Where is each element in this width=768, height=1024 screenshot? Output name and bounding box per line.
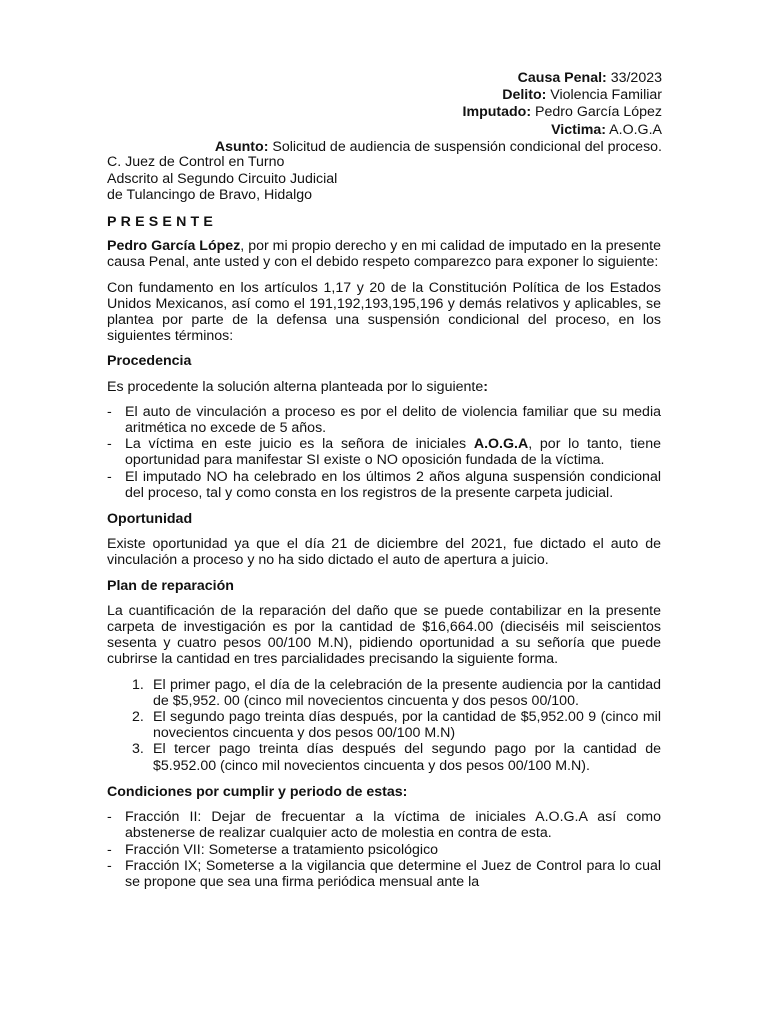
number-marker: 1. [132, 676, 144, 693]
causa-penal-row [215, 70, 662, 87]
causa-penal-value: 33/2023 [606, 70, 662, 86]
dash-bullet: - [107, 809, 112, 826]
victima-row [215, 122, 662, 139]
list-item [107, 469, 661, 501]
list-item [107, 809, 661, 841]
asunto-label: Asunto: [214, 138, 269, 155]
condiciones-heading: Condiciones por cumplir y periodo de estas: [107, 783, 408, 800]
plan-payments-list [107, 677, 661, 774]
procedencia-item-3: El imputado NO ha celebrado en los últimos 2 años alguna suspensión condicional del proceso, tal y como consta en los registros de la presente carpeta judicial. [125, 468, 661, 501]
condiciones-item-1: Fracción II: Dejar de frecuentar a la víctima de iniciales A.O.G.A así como abstenerse de realizar cualquier acto de molestia en contra de esta. [125, 809, 661, 842]
list-item [107, 436, 661, 468]
plan-item-3: El tercer pago treinta días después del segundo pago por la cantidad de $5.952.00 (cinco mil novecientos cincuenta y dos pesos 00/100 M.N). [153, 741, 661, 774]
plan-item-2: El segundo pago treinta días después, por la cantidad de $5,952.00 9 (cinco mil novecientos cincuenta y dos pesos 00/100 M.N) [153, 709, 661, 742]
plan-heading: Plan de reparación [107, 577, 234, 594]
intro-paragraph [107, 238, 661, 270]
list-item [107, 858, 661, 890]
procedencia-item-2-initials: A.O.G.A [473, 436, 529, 453]
procedencia-list [107, 404, 661, 501]
procedencia-item-2-post: , por lo tanto, tiene oportunidad para manifestar SI existe o NO oposición fundada de la víctima. [125, 436, 661, 469]
procedencia-heading: Procedencia [107, 353, 192, 370]
victima-value: A.O.G.A [606, 121, 662, 138]
addressee-line-1: C. Juez de Control en Turno [107, 154, 285, 170]
oportunidad-paragraph: Existe oportunidad ya que el día 21 de diciembre del 2021, fue dictado el auto de vinculación a proceso y no ha sido dictado el auto de apertura a juicio. [107, 536, 661, 569]
dash-bullet: - [107, 468, 112, 485]
imputado-label: Imputado: [462, 104, 532, 121]
list-item [107, 842, 661, 858]
delito-label: Delito: [502, 87, 547, 104]
list-item [107, 741, 661, 773]
asunto-value: Solicitud de audiencia de suspensión condicional del proceso. [268, 138, 662, 155]
dash-bullet: - [107, 841, 112, 858]
plan-item-1: El primer pago, el día de la celebración de la presente audiencia por la cantidad de $5,952. 00 (cinco mil novecientos cincuenta y dos pesos 00/100. [153, 676, 661, 709]
list-item [107, 404, 661, 436]
addressee-line-2: Adscrito al Segundo Circuito Judicial [107, 170, 338, 187]
presente-heading: PRESENTE [107, 214, 218, 230]
intro-name: Pedro García López [107, 238, 241, 255]
intro-text: , por mi propio derecho y en mi calidad de imputado en la presente causa Penal, ante usted y con el debido respeto comparezco para exponer lo siguiente: [107, 238, 661, 271]
addressee-line-3: de Tulancingo de Bravo, Hidalgo [107, 187, 313, 203]
imputado-value: Pedro García López [531, 104, 662, 121]
imputado-row [215, 104, 662, 121]
dash-bullet: - [107, 857, 112, 874]
procedencia-item-1: El auto de vinculación a proceso es por el delito de violencia familiar que su media aritmética no excede de 5 años. [125, 403, 661, 437]
dash-bullet: - [107, 403, 112, 420]
document-body [107, 214, 661, 900]
case-header [215, 70, 662, 156]
dash-bullet: - [107, 436, 112, 453]
causa-penal-label: Causa Penal: [517, 70, 607, 86]
number-marker: 2. [132, 709, 144, 726]
delito-row [215, 87, 662, 104]
procedencia-item-2-pre: La víctima en este juicio es la señora de iniciales [125, 436, 474, 453]
condiciones-list [107, 809, 661, 890]
list-item [107, 677, 661, 709]
procedencia-lead [107, 379, 661, 395]
list-item [107, 709, 661, 741]
victima-label: Victima: [551, 121, 607, 138]
procedencia-lead-colon: : [483, 378, 488, 395]
condiciones-item-3: Fracción IX; Someterse a la vigilancia que determine el Juez de Control para lo cual se propone que sea una firma periódica mensual ante la [125, 857, 661, 890]
condiciones-item-2: Fracción VII: Someterse a tratamiento psicológico [125, 841, 439, 858]
delito-value: Violencia Familiar [546, 87, 662, 104]
oportunidad-heading: Oportunidad [107, 511, 193, 528]
number-marker: 3. [132, 741, 144, 758]
fundamento-paragraph: Con fundamento en los artículos 1,17 y 20 de la Constitución Política de los Estados Unidos Mexicanos, así como el 191,192,193,195,196 y demás relativos y aplicables, se plantea por parte de la defensa una suspensión condicional del proceso, en los siguientes términos: [107, 279, 661, 345]
procedencia-lead-text: Es procedente la solución alterna planteada por lo siguiente [107, 378, 484, 395]
addressee-block [107, 154, 337, 204]
plan-paragraph: La cuantificación de la reparación del daño que se puede contabilizar en la presente carpeta de investigación es por la cantidad de $16,664.00 (dieciséis mil seiscientos sesenta y cuatro pesos 00/100 M.N), pidiendo oportunidad a su señoría que puede cubrirse la cantidad en tres parcialidades precisando la siguiente forma. [107, 602, 661, 668]
